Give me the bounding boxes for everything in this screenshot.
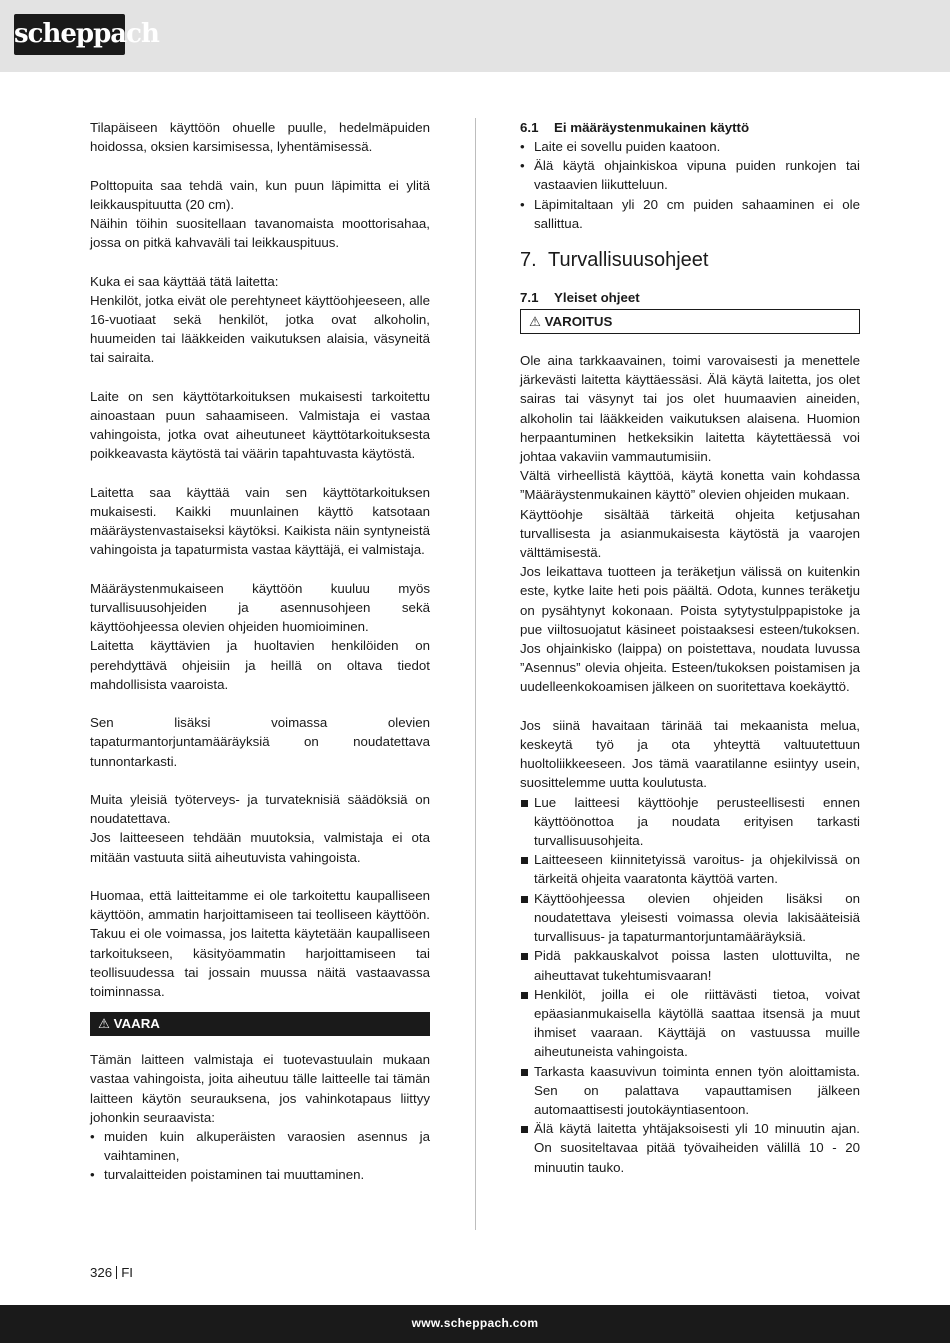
column-divider <box>475 118 476 1230</box>
paragraph: Tilapäiseen käyttöön ohuelle puulle, hedelmäpuiden hoidossa, oksien karsimisessa, lyhentämisessä. <box>90 120 430 155</box>
paragraph: Kuka ei saa käyttää tätä laitetta: <box>90 273 279 289</box>
paragraph: Näihin töihin suositellaan tavanomaista moottorisahaa, jossa on pitkä kahvaväli tai leikkauspituus. <box>90 216 430 251</box>
section-title: Ei määräystenmukainen käyttö <box>554 120 750 135</box>
paragraph: Määräystenmukaiseen käyttöön kuuluu myös turvallisuusohjeiden ja asennusohjeen sekä käyttöohjeessa olevien ohjeiden huomioiminen. <box>90 580 430 635</box>
bullet-list <box>520 137 860 233</box>
page-number: 326 <box>90 1265 113 1280</box>
brand-logo: scheppach <box>14 14 125 55</box>
chapter-heading-7 <box>520 248 860 272</box>
list-item: • Läpimitaltaan yli 20 cm puiden sahaaminen ei ole sallittua. <box>520 195 860 233</box>
right-column <box>520 118 860 1177</box>
footer-bar <box>0 1305 950 1343</box>
footer-separator <box>116 1266 117 1279</box>
list-item: • Laite ei sovellu puiden kaatoon. <box>520 137 860 156</box>
list-item: Laitteeseen kiinnitetyissä varoitus- ja ohjekilvissä on tärkeitä ohjeita vaaratonta käyttöä varten. <box>520 850 860 888</box>
list-item: Älä käytä laitetta yhtäjaksoisesti yli 10 minuutin ajan. On suositeltavaa pitää työvaiheiden välillä 10 - 20 minuutin tauko. <box>520 1119 860 1177</box>
paragraph: Jos laitteeseen tehdään muutoksia, valmistaja ei ota mitään vastuuta siitä aiheutuvista vahingoista. <box>90 830 430 865</box>
list-item: Lue laitteesi käyttöohje perusteellisesti ennen käyttöönottoa ja noudata erityisen tarkasti turvallisuusohjeita. <box>520 793 860 851</box>
list-item: Käyttöohjeessa olevien ohjeiden lisäksi on noudatettava yleisesti voimassa olevia lakisääteisiä turvallisuus- ja tapaturmantorjuntamääräyksiä. <box>520 889 860 947</box>
section-heading-6-1 <box>520 118 860 137</box>
paragraph: Henkilöt, jotka eivät ole perehtyneet käyttöohjeeseen, alle 16-vuotiaat sekä henkilöt, jotka ovat alkoholin, huumeiden tai lääkkeiden vaikutuksen alaisia, väsyneitä tai sairaita. <box>90 292 430 366</box>
list-item: Pidä pakkauskalvot poissa lasten ulottuvilta, ne aiheuttavat tukehtumisvaaran! <box>520 946 860 984</box>
section-number: 7.1 <box>520 290 539 306</box>
warning-label: ⚠ VAROITUS <box>520 309 860 334</box>
header-bar <box>0 0 950 72</box>
list-item: Henkilöt, joilla ei ole riittävästi tietoa, voivat epäasianmukaisella käytöllä saattaa itsensä ja muut ihmiset vaaraan. Käyttäjä on vastuussa muille aiheutuneista vahingoista. <box>520 985 860 1062</box>
left-column <box>90 118 430 1185</box>
paragraph: Huomaa, että laitteitamme ei ole tarkoitettu kaupalliseen käyttöön, ammatin harjoittamiseen tai teolliseen käyttöön. Takuu ei ole voimassa, jos laitetta käytetään kaupalliseen tarkoitukseen, käsityöammatin harjoittamiseen tai teollisuudessa tai jossain muussa näitä vastaavassa toiminnassa. <box>90 888 430 1000</box>
paragraph: Jos siinä havaitaan tärinää tai mekaanista melua, keskeytä työ ja ota yhteyttä valtuutettuun huoltoliikkeeseen. Jos tämä vaaratilanne esiintyy usein, suosittelemme uutta koulutusta. <box>520 717 860 791</box>
section-heading-7-1 <box>520 288 860 307</box>
danger-label: ⚠ VAARA <box>90 1012 430 1036</box>
list-item: • Älä käytä ohjainkiskoa vipuna puiden runkojen tai vastaavien liikutteluun. <box>520 156 860 194</box>
chapter-title: Turvallisuusohjeet <box>548 249 709 272</box>
bullet-list <box>90 1127 430 1185</box>
square-bullet-list <box>520 793 860 1177</box>
list-item: • turvalaitteiden poistaminen tai muuttaminen. <box>90 1165 430 1184</box>
list-item: • muiden kuin alkuperäisten varaosien asennus ja vaihtaminen, <box>90 1127 430 1165</box>
paragraph: Sen lisäksi voimassa olevien tapaturmantorjuntamääräyksiä on noudatettava tunnontarkasti. <box>90 715 430 769</box>
paragraph: Polttopuita saa tehdä vain, kun puun läpimitta ei ylitä leikkauspituutta (20 cm). <box>90 177 430 212</box>
section-title: Yleiset ohjeet <box>554 290 640 306</box>
paragraph: Tämän laitteen valmistaja ei tuotevastuulain mukaan vastaa vahingoista, joita aiheutuu tälle laitteelle tai tämän laitteen käytön seurauksena, jos vahinkotapaus liittyy johonkin seuraavista: <box>90 1052 430 1125</box>
language-code: FI <box>121 1265 134 1280</box>
paragraph: Laitetta käyttävien ja huoltavien henkilöiden on perehdyttävä ohjeisiin ja heillä on oltava tiedot mahdollisista vaaroista. <box>90 638 430 692</box>
paragraph: Laite on sen käyttötarkoituksen mukaisesti tarkoitettu ainoastaan puun sahaamiseen. Valmistaja ei vastaa vahingoista, jotka ovat aiheutuneet käyttötarkoituksesta poikkeavasta käytöstä tai väärin tapahtuvasta käytöstä. <box>90 388 430 462</box>
section-number: 6.1 <box>520 120 539 135</box>
website-link[interactable]: www.scheppach.com <box>411 1316 539 1330</box>
paragraph: Käyttöohje sisältää tärkeitä ohjeita ketjusahan turvallisesta ja asianmukaisesta käytöstä ja vaarojen välttämisestä. <box>520 506 860 561</box>
paragraph: Vältä virheellistä käyttöä, käytä konetta vain kohdassa ”Määräystenmukainen käyttö” olevien ohjeiden mukaan. <box>520 468 860 503</box>
chapter-number: 7. <box>520 249 537 272</box>
paragraph: Jos leikattava tuotteen ja teräketjun välissä on kuitenkin este, kytke laite heti pois päältä. Odota, kunnes teräketju on pysähtynyt kokonaan. Poista sytytystulppapistoke ja pue viiltosuojatut käsineet poistaaksesi esteen/tukoksen. Jos ohjainkisko (laippa) on poistettava, noudata luvussa ”Asennus” olevia ohjeita. Esteen/tukoksen poistamisen ja uudelleenkokoamisen jälkeen on suoritettava koekäyttö. <box>520 564 860 695</box>
paragraph: Laitetta saa käyttää vain sen käyttötarkoituksen mukaisesti. Kaikki muunlainen käyttö katsotaan määräystenvastaiseksi käytöksi. Kaikista näin syntyneistä vahingoista ja tapaturmista vastaa käyttäjä, ei valmistaja. <box>90 484 430 558</box>
list-item: Tarkasta kaasuvivun toiminta ennen työn aloittamista. Sen on palattava vapauttamisen jälkeen automaattisesti joutokäyntiasentoon. <box>520 1062 860 1120</box>
paragraph: Ole aina tarkkaavainen, toimi varovaisesti ja menettele järkevästi laitetta käyttäessäsi. Älä käytä laitetta, jos olet sairas tai väsynyt tai jos olet huumaavien aineiden, alkoholin tai lääkkeiden vaikutuksen alaisena. Huomion herpaantuminen hetkeksikin laitetta käytettäessä voi johtaa vakaviin vammautumisiin. <box>520 353 860 465</box>
page-footer <box>90 1265 133 1280</box>
paragraph: Muita yleisiä työterveys- ja turvateknisiä säädöksiä on noudatettava. <box>90 792 430 827</box>
